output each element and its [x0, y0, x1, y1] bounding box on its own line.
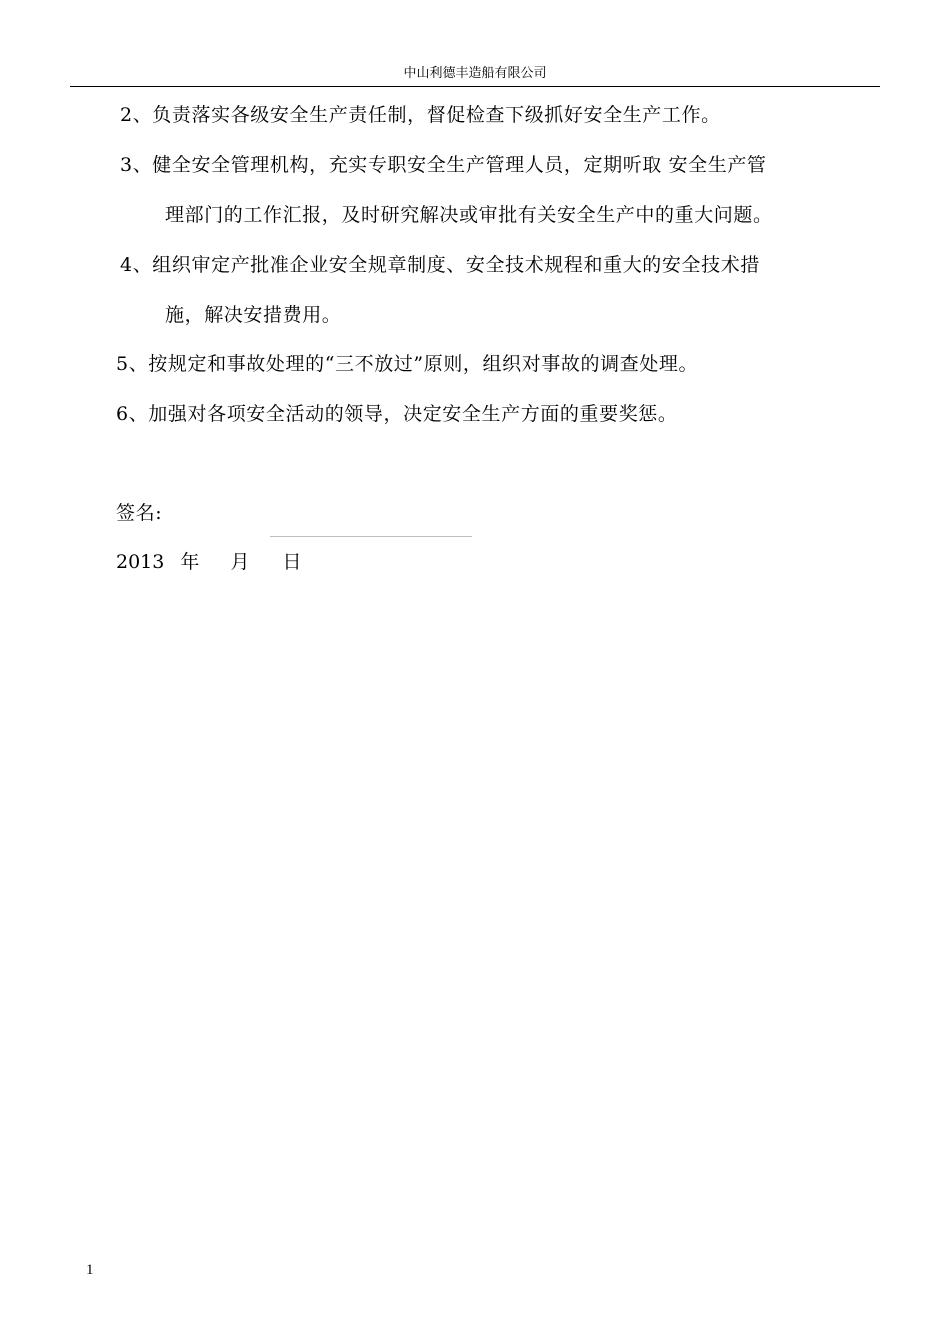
header-company-name: 中山利德丰造船有限公司: [403, 66, 547, 81]
duty-item-2: 2、负责落实各级安全生产责任制，督促检查下级抓好安全生产工作。: [120, 104, 721, 126]
date-line: [116, 550, 302, 574]
duty-item-4-continued: 施，解决安措费用。: [165, 304, 342, 326]
duty-item-3-continued: 理部门的工作汇报，及时研究解决或审批有关安全生产中的重大问题。: [165, 204, 773, 226]
duty-item-4: 4、组织审定产批准企业安全规章制度、安全技术规程和重大的安全技术措: [120, 254, 760, 276]
date-month-unit: 月: [230, 551, 250, 573]
header-divider: [70, 86, 880, 87]
signature-label: 签名:: [116, 502, 163, 524]
date-year: 2013: [116, 551, 165, 573]
duty-item-6: 6、加强对各项安全活动的领导，决定安全生产方面的重要奖惩。: [116, 403, 678, 425]
signature-line: [270, 536, 472, 537]
date-day-unit: 日: [282, 551, 302, 573]
duty-item-3: 3、健全安全管理机构，充实专职安全生产管理人员，定期听取 安全生产管: [120, 154, 767, 176]
date-year-unit: 年: [180, 551, 200, 573]
duty-item-5: 5、按规定和事故处理的“三不放过”原则，组织对事故的调查处理。: [116, 353, 699, 375]
page-number: 1: [86, 1262, 94, 1278]
